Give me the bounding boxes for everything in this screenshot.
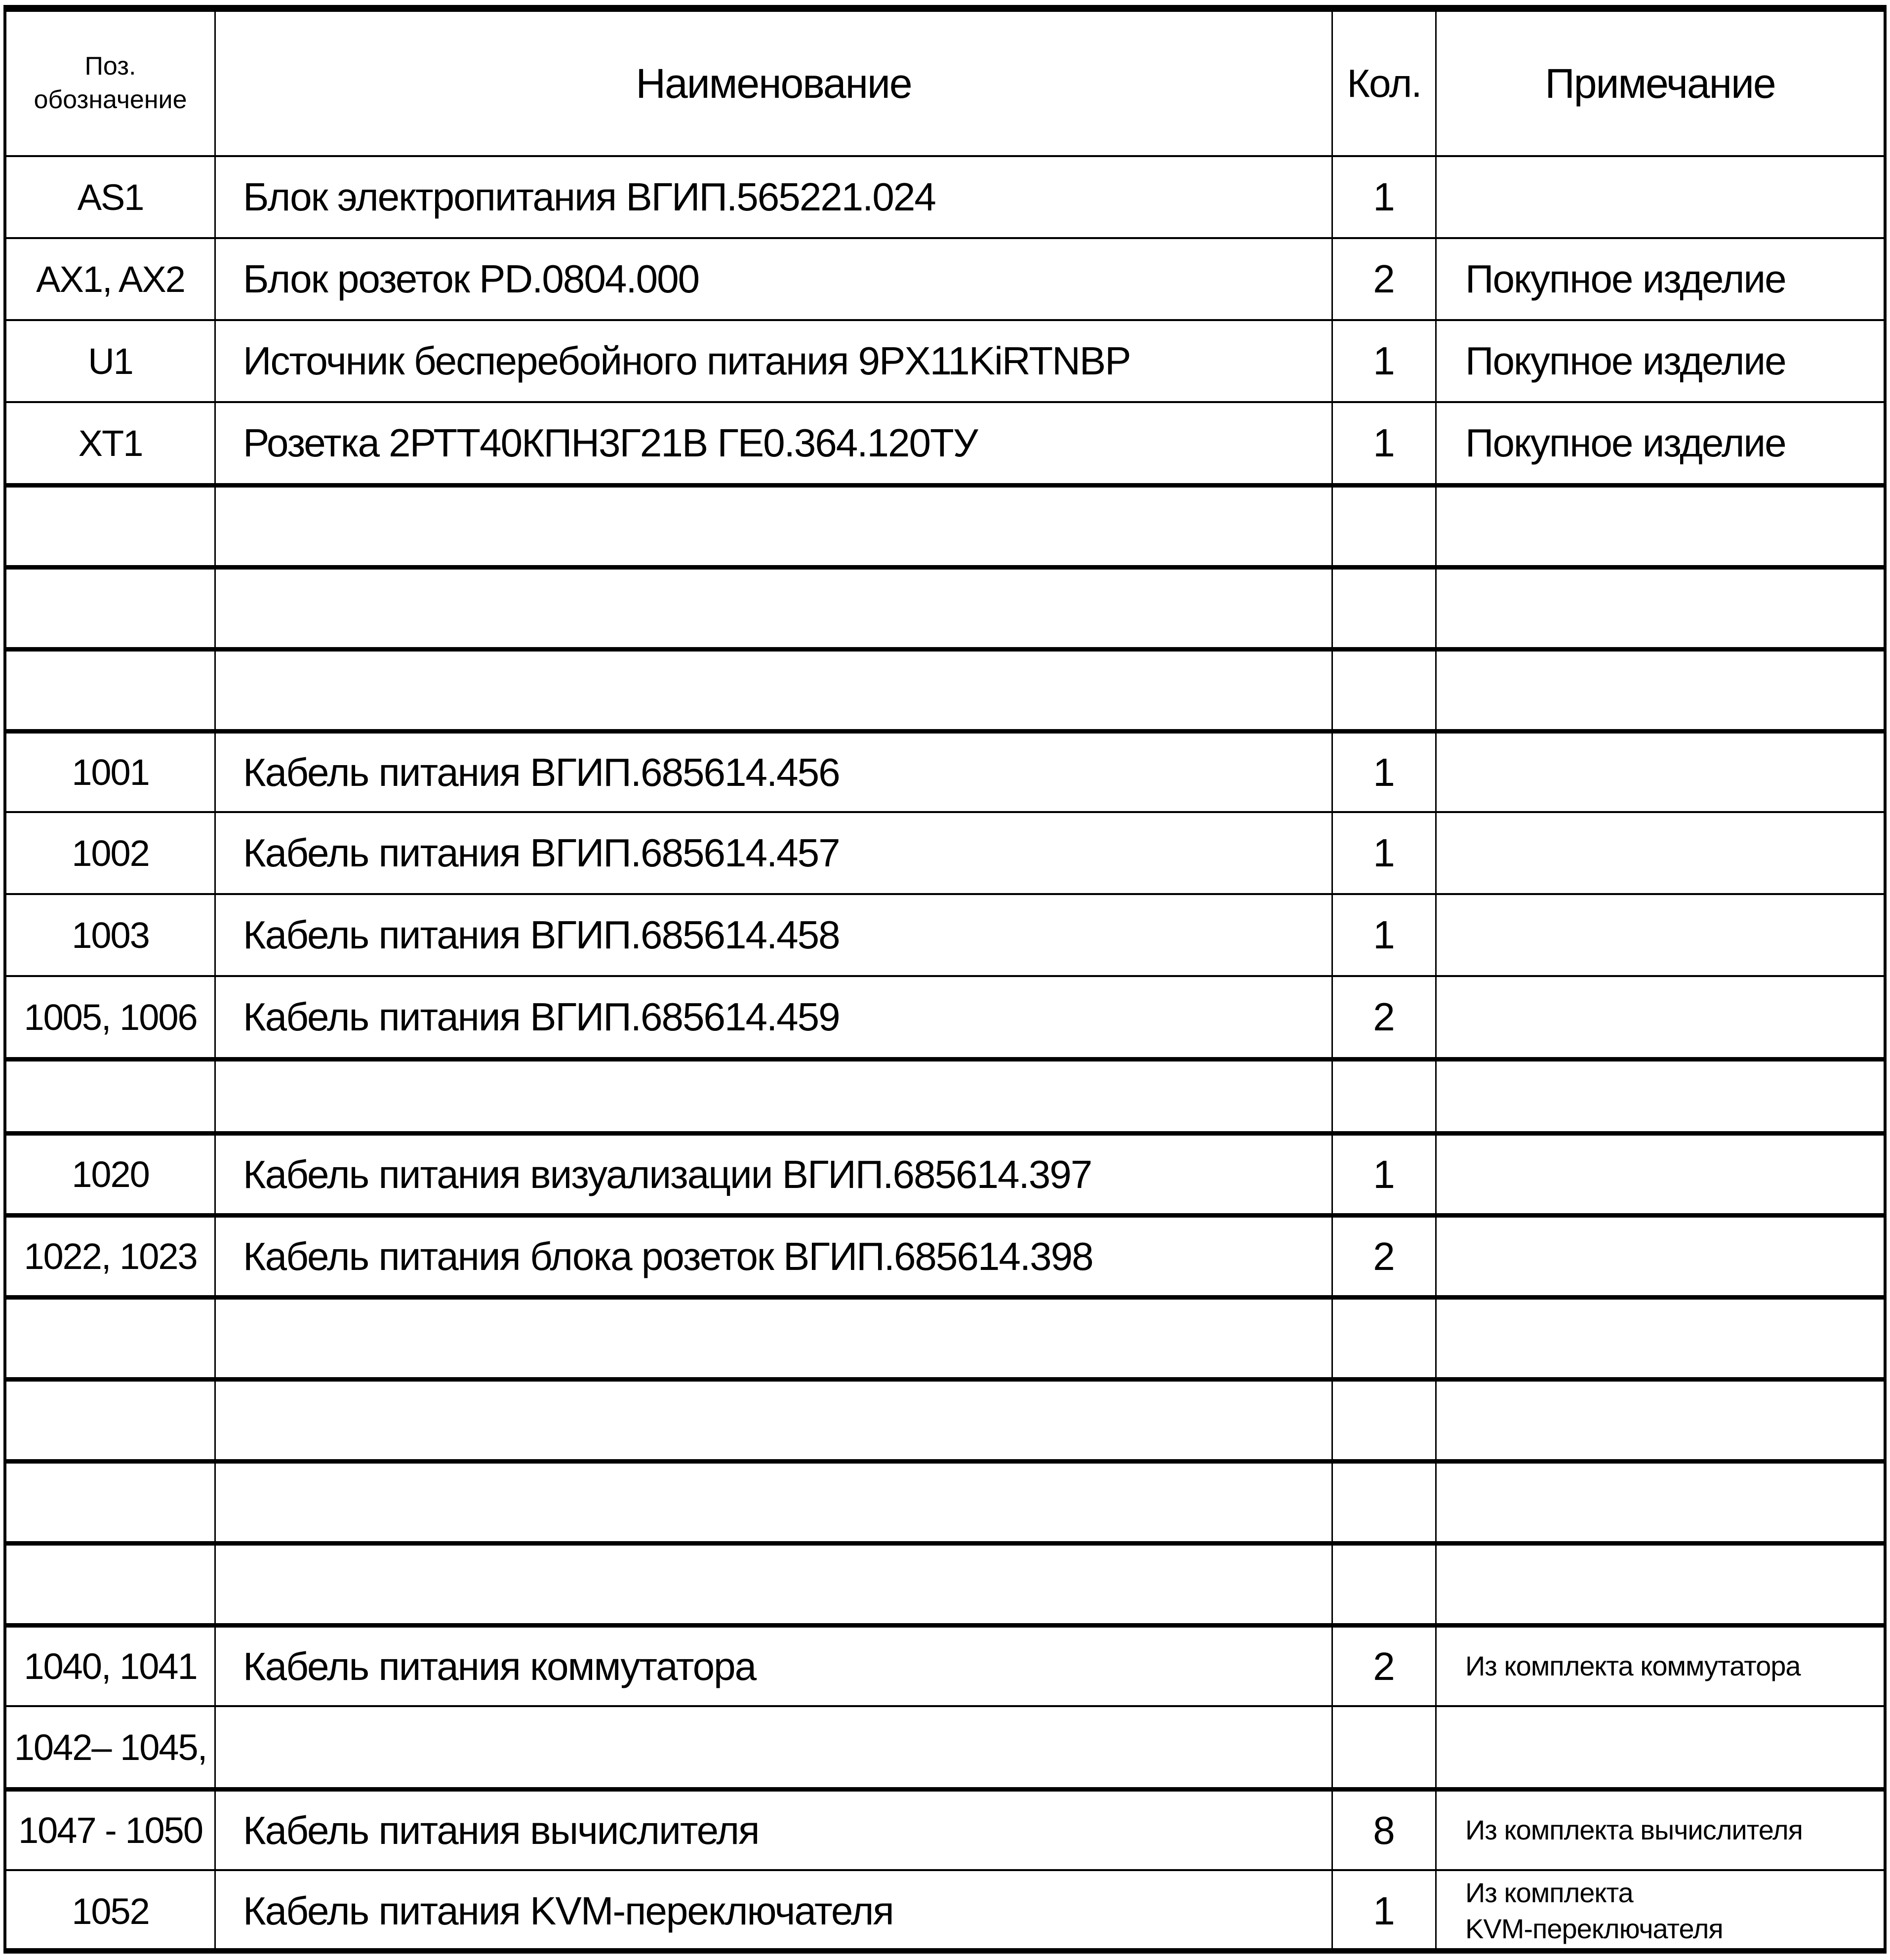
header-pos-line1: Поз. — [84, 52, 136, 81]
note-cell: Из комплекта вычислителя — [1465, 1814, 1803, 1846]
qty-cell: 1 — [1333, 321, 1437, 401]
note-cell — [1437, 1871, 1884, 1951]
table-row — [6, 893, 1884, 975]
note-cell — [1437, 1136, 1884, 1213]
name-cell — [216, 652, 1333, 729]
pos-cell — [6, 1382, 216, 1459]
qty-cell — [1333, 652, 1437, 729]
name-cell — [216, 1382, 1333, 1459]
table-row — [6, 1787, 1884, 1869]
note-cell — [1437, 1707, 1884, 1787]
qty-cell — [1333, 1300, 1437, 1377]
name-cell: Кабель питания вычислителя — [216, 1792, 1333, 1869]
pos-cell — [6, 652, 216, 729]
header-note — [1437, 12, 1884, 155]
note-cell — [1437, 488, 1884, 565]
header-quantity-label: Кол. — [1347, 61, 1421, 105]
header-pos-designation-label — [34, 50, 187, 117]
note-cell — [1437, 1300, 1884, 1377]
header-name — [216, 12, 1333, 155]
note-cell — [1437, 1218, 1884, 1295]
table-row — [6, 975, 1884, 1057]
header-note-label: Примечание — [1545, 60, 1775, 107]
qty-cell: 1 — [1333, 157, 1437, 237]
pos-cell — [6, 1062, 216, 1131]
name-cell: Кабель питания коммутатора — [216, 1628, 1333, 1705]
table-row — [6, 1705, 1884, 1787]
qty-cell — [1333, 1062, 1437, 1131]
qty-cell — [1333, 1382, 1437, 1459]
note-lines — [1465, 1875, 1723, 1947]
header-row — [6, 12, 1884, 155]
header-pos-line2: обозначение — [34, 85, 187, 114]
note-cell — [1437, 734, 1884, 811]
name-cell — [216, 570, 1333, 647]
name-cell — [216, 1062, 1333, 1131]
note-cell: Покупное изделие — [1465, 257, 1786, 301]
qty-cell: 2 — [1333, 1628, 1437, 1705]
qty-cell: 1 — [1333, 734, 1437, 811]
pos-cell: AX1, AX2 — [6, 239, 216, 319]
note-cell — [1437, 1062, 1884, 1131]
table-row — [6, 1541, 1884, 1623]
note-cell — [1437, 977, 1884, 1057]
pos-cell: 1001 — [6, 734, 216, 811]
pos-cell: 1020 — [6, 1136, 216, 1213]
note-cell — [1437, 652, 1884, 729]
table-body — [6, 155, 1884, 1951]
pos-cell: 1052 — [6, 1871, 216, 1951]
table-row — [6, 1459, 1884, 1541]
note-line: KVM-переключателя — [1465, 1913, 1723, 1944]
name-cell: Блок розеток PD.0804.000 — [216, 239, 1333, 319]
qty-cell: 1 — [1333, 403, 1437, 483]
table-row — [6, 647, 1884, 729]
pos-cell: 1040, 1041 — [6, 1628, 216, 1705]
table-row — [6, 1623, 1884, 1705]
table-row — [6, 1213, 1884, 1295]
header-name-label: Наименование — [636, 60, 912, 107]
qty-cell — [1333, 1546, 1437, 1623]
name-cell — [216, 1707, 1333, 1787]
table-row — [6, 401, 1884, 483]
name-cell — [216, 488, 1333, 565]
table-row — [6, 1295, 1884, 1377]
pos-cell: U1 — [6, 321, 216, 401]
qty-cell — [1333, 1707, 1437, 1787]
name-cell: Блок электропитания ВГИП.565221.024 — [216, 157, 1333, 237]
table-row — [6, 155, 1884, 237]
pos-cell — [6, 1464, 216, 1541]
note-cell: Покупное изделие — [1465, 421, 1786, 465]
qty-cell — [1333, 570, 1437, 647]
qty-cell: 1 — [1333, 895, 1437, 975]
table-row — [6, 1131, 1884, 1213]
note-cell — [1437, 1546, 1884, 1623]
pos-cell — [6, 570, 216, 647]
name-cell: Розетка 2РТТ40КПН3Г21В ГЕ0.364.120ТУ — [216, 403, 1333, 483]
pos-cell: 1047 - 1050 — [6, 1792, 216, 1869]
qty-cell: 2 — [1333, 977, 1437, 1057]
pos-cell: 1005, 1006 — [6, 977, 216, 1057]
table-row — [6, 1057, 1884, 1131]
pos-cell — [6, 1546, 216, 1623]
name-cell: Кабель питания KVM-переключателя — [216, 1871, 1333, 1951]
qty-cell: 2 — [1333, 239, 1437, 319]
pos-cell: AS1 — [6, 157, 216, 237]
table-row — [6, 483, 1884, 565]
note-cell — [1437, 1464, 1884, 1541]
table-row — [6, 729, 1884, 811]
name-cell: Кабель питания ВГИП.685614.458 — [216, 895, 1333, 975]
qty-cell: 1 — [1333, 813, 1437, 893]
note-cell — [1437, 813, 1884, 893]
table-row — [6, 811, 1884, 893]
name-cell — [216, 1300, 1333, 1377]
note-cell — [1437, 157, 1884, 237]
note-cell: Из комплекта коммутатора — [1465, 1650, 1801, 1682]
note-line: Из комплекта — [1465, 1877, 1633, 1909]
name-cell: Кабель питания визуализации ВГИП.685614.397 — [216, 1136, 1333, 1213]
name-cell: Кабель питания блока розеток ВГИП.685614.398 — [216, 1218, 1333, 1295]
name-cell: Источник бесперебойного питания 9PX11KiRTNBP — [216, 321, 1333, 401]
pos-cell — [6, 1300, 216, 1377]
pos-cell: 1022, 1023 — [6, 1218, 216, 1295]
table-row — [6, 1377, 1884, 1459]
table-row — [6, 237, 1884, 319]
pos-cell: 1002 — [6, 813, 216, 893]
name-cell: Кабель питания ВГИП.685614.456 — [216, 734, 1333, 811]
header-quantity — [1333, 12, 1437, 155]
note-cell — [1437, 895, 1884, 975]
table-row — [6, 1869, 1884, 1951]
note-cell — [1437, 1382, 1884, 1459]
note-cell: Покупное изделие — [1465, 339, 1786, 383]
pos-cell: XT1 — [6, 403, 216, 483]
pos-cell: 1003 — [6, 895, 216, 975]
name-cell: Кабель питания ВГИП.685614.457 — [216, 813, 1333, 893]
parts-list-table — [3, 5, 1887, 1954]
note-cell — [1437, 570, 1884, 647]
qty-cell: 8 — [1333, 1792, 1437, 1869]
qty-cell: 1 — [1333, 1871, 1437, 1951]
pos-cell: 1042– 1045, — [6, 1707, 216, 1787]
table-row — [6, 319, 1884, 401]
table-row — [6, 565, 1884, 647]
name-cell — [216, 1464, 1333, 1541]
qty-cell — [1333, 488, 1437, 565]
name-cell — [216, 1546, 1333, 1623]
pos-cell — [6, 488, 216, 565]
qty-cell — [1333, 1464, 1437, 1541]
header-pos-designation — [6, 12, 216, 155]
qty-cell: 2 — [1333, 1218, 1437, 1295]
qty-cell: 1 — [1333, 1136, 1437, 1213]
name-cell: Кабель питания ВГИП.685614.459 — [216, 977, 1333, 1057]
